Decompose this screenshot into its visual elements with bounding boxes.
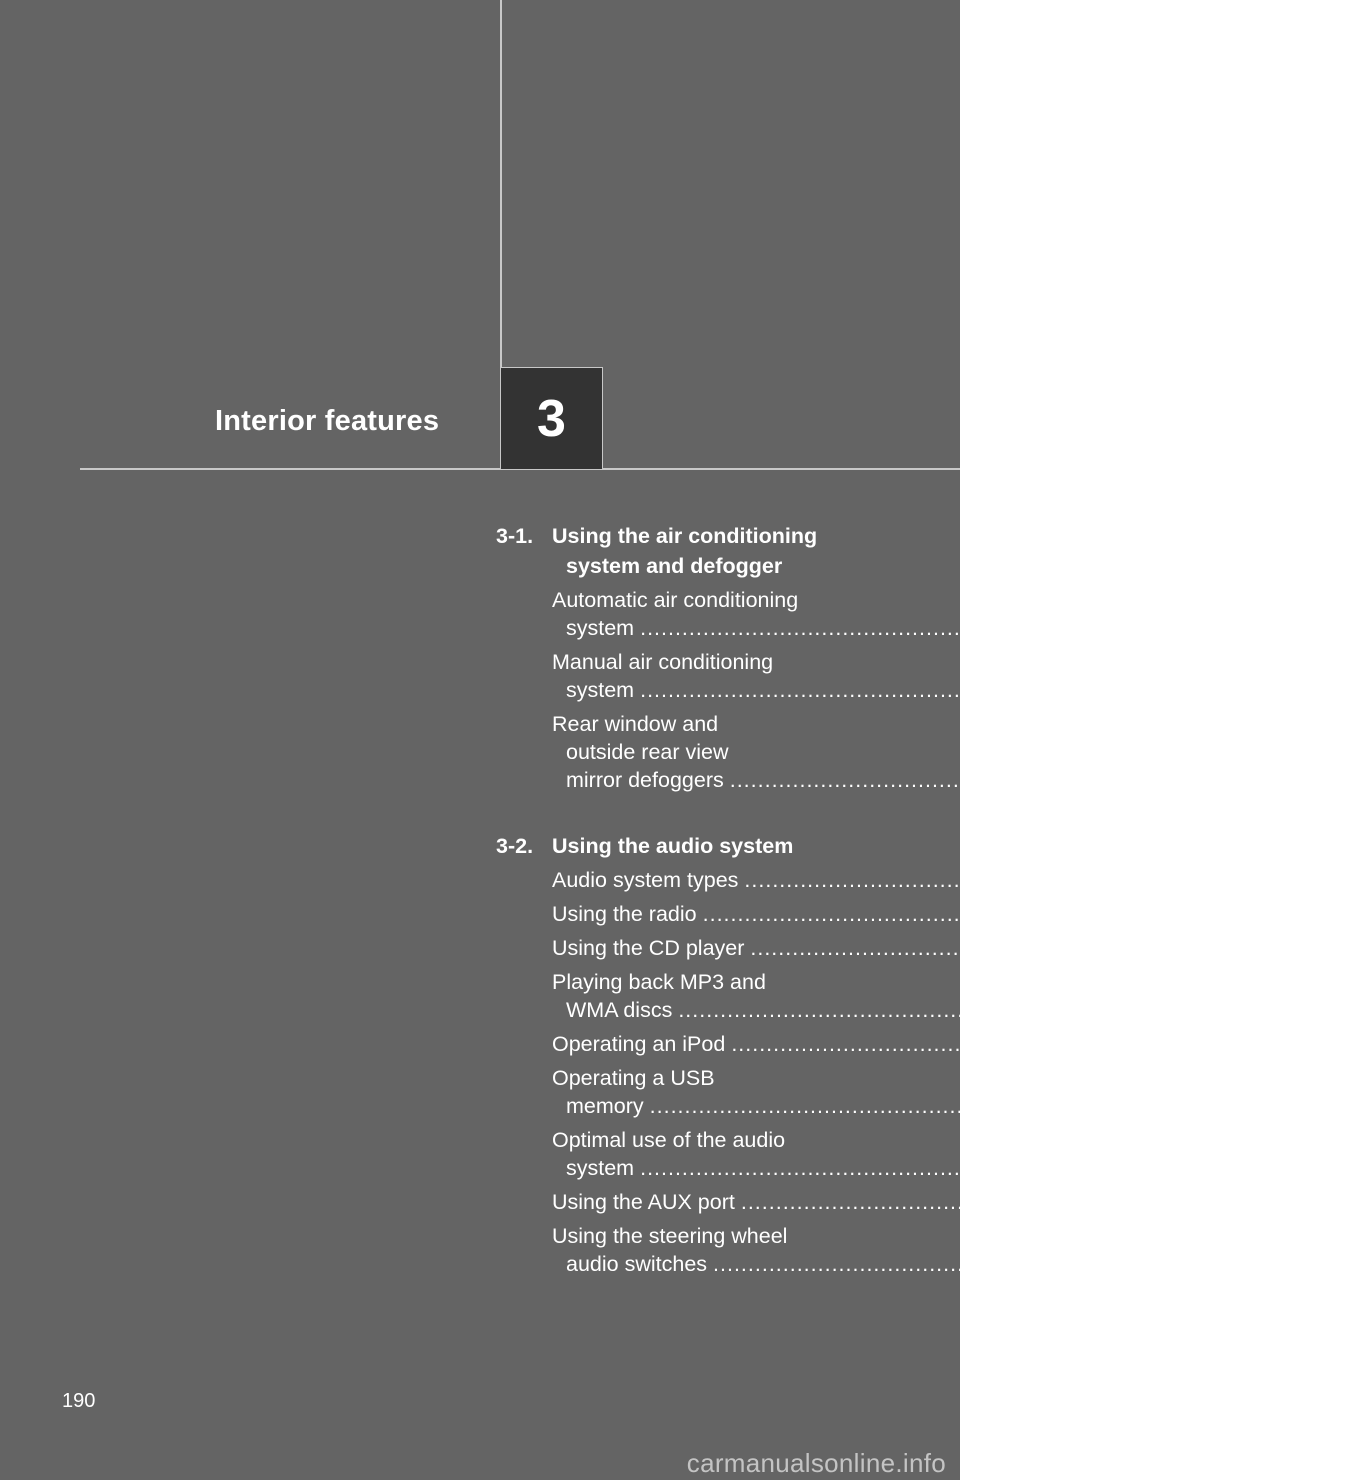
toc-entry[interactable]	[496, 1064, 1256, 1121]
entry-page-number: 233	[1303, 1034, 1338, 1056]
entry-page-number: 248	[1212, 1158, 1246, 1180]
entry-last-line	[552, 1030, 1338, 1059]
dot-leader: ................................................................................	[750, 936, 1309, 960]
entry-page-number: 217	[1322, 938, 1356, 960]
toc-entry[interactable]	[496, 1222, 1319, 1279]
toc-entry[interactable]	[496, 1030, 1338, 1059]
entry-text-line: system	[566, 616, 635, 640]
entry-page-number: 225	[1250, 1000, 1285, 1022]
entry-text-line: Optimal use of the audio	[552, 1128, 786, 1152]
page-number: 190	[62, 1390, 96, 1412]
entry-last-line	[552, 1188, 1347, 1217]
entry-text-line: WMA discs	[566, 998, 673, 1022]
section-heading	[496, 521, 868, 581]
chapter-number: 3	[537, 389, 566, 448]
toc-section	[496, 521, 1336, 795]
entry-text-line: Operating a USB	[552, 1066, 715, 1090]
section-title-line: Using the audio system	[552, 834, 794, 858]
entry-text-line: Using the AUX port	[552, 1190, 735, 1214]
entry-text-line: Rear window and	[552, 712, 719, 736]
entry-page-number: 198	[1212, 680, 1246, 702]
toc-section	[496, 831, 1356, 1279]
dot-leader: ................................................................................	[702, 902, 1261, 926]
dot-leader: ................................................................................	[729, 768, 1288, 792]
entry-text-line: outside rear view	[566, 740, 729, 764]
entry-text-line: system	[566, 678, 635, 702]
entry-page-number: 192	[1212, 618, 1246, 640]
entry-last-line	[552, 900, 1309, 929]
toc-entry[interactable]	[496, 1188, 1347, 1217]
entry-last-line	[552, 866, 1351, 895]
toc-entry[interactable]	[496, 1126, 1246, 1183]
toc-entry[interactable]	[496, 866, 1351, 895]
dot-leader: ................................................................................	[649, 1094, 1208, 1118]
section-number: 3-2.	[496, 834, 534, 858]
entry-last-line	[552, 766, 1336, 795]
section-title-line: Using the air conditioning	[552, 524, 818, 548]
entry-text-line: Audio system types	[552, 868, 739, 892]
entry-page-number: 255	[1285, 1254, 1319, 1276]
dot-leader: ................................................................................	[640, 1156, 1198, 1180]
entry-page-number: 253	[1313, 1192, 1347, 1214]
section-title	[552, 524, 868, 581]
entry-last-line	[552, 1154, 1246, 1183]
entry-page-number: 240	[1222, 1096, 1256, 1118]
dot-leader: ................................................................................	[731, 1032, 1290, 1056]
watermark: carmanualsonline.info	[686, 1448, 946, 1478]
chapter-number-tab	[500, 367, 603, 469]
entry-text-line: Using the radio	[552, 902, 697, 926]
dot-leader: ................................................................................	[678, 998, 1237, 1022]
entry-text-line: Playing back MP3 and	[552, 970, 766, 994]
section-title-line: system and defogger	[566, 554, 783, 578]
toc-entry[interactable]	[496, 900, 1309, 929]
section-number: 3-1.	[496, 524, 534, 548]
entry-page-number: 205	[1302, 770, 1336, 792]
dot-leader: ................................................................................	[713, 1252, 1271, 1276]
toc-entry[interactable]	[496, 586, 1246, 643]
section-title	[552, 834, 793, 858]
chapter-title: Interior features	[215, 405, 440, 437]
toc-entry[interactable]	[496, 934, 1356, 963]
vertical-rule	[500, 0, 502, 368]
entry-text-line: Manual air conditioning	[552, 650, 774, 674]
dot-leader: ................................................................................	[744, 868, 1303, 892]
toc-entry[interactable]	[496, 968, 1285, 1025]
entry-page-number: 206	[1316, 870, 1351, 892]
entry-last-line	[552, 614, 1246, 643]
section-heading	[496, 831, 868, 861]
entry-text-line: Operating an iPod	[552, 1032, 726, 1056]
dot-leader: ................................................................................	[640, 678, 1198, 702]
dot-leader: ................................................................................	[640, 616, 1198, 640]
entry-text-line: memory	[566, 1094, 644, 1118]
entry-page-number: 210	[1275, 904, 1309, 926]
toc-entry[interactable]	[496, 710, 1336, 795]
table-of-contents	[496, 521, 1356, 1315]
entry-text-line: system	[566, 1156, 635, 1180]
entry-last-line	[552, 1250, 1319, 1279]
entry-text-line: Using the steering wheel	[552, 1224, 788, 1248]
entry-last-line	[552, 934, 1356, 963]
toc-entry[interactable]	[496, 648, 1246, 705]
entry-last-line	[552, 1092, 1256, 1121]
entry-last-line	[552, 996, 1285, 1025]
entry-text-line: audio switches	[566, 1252, 708, 1276]
dot-leader: ................................................................................	[740, 1190, 1299, 1214]
entry-text-line: Automatic air conditioning	[552, 588, 799, 612]
entry-last-line	[552, 676, 1246, 705]
entry-text-line: mirror defoggers	[566, 768, 724, 792]
entry-text-line: Using the CD player	[552, 936, 745, 960]
